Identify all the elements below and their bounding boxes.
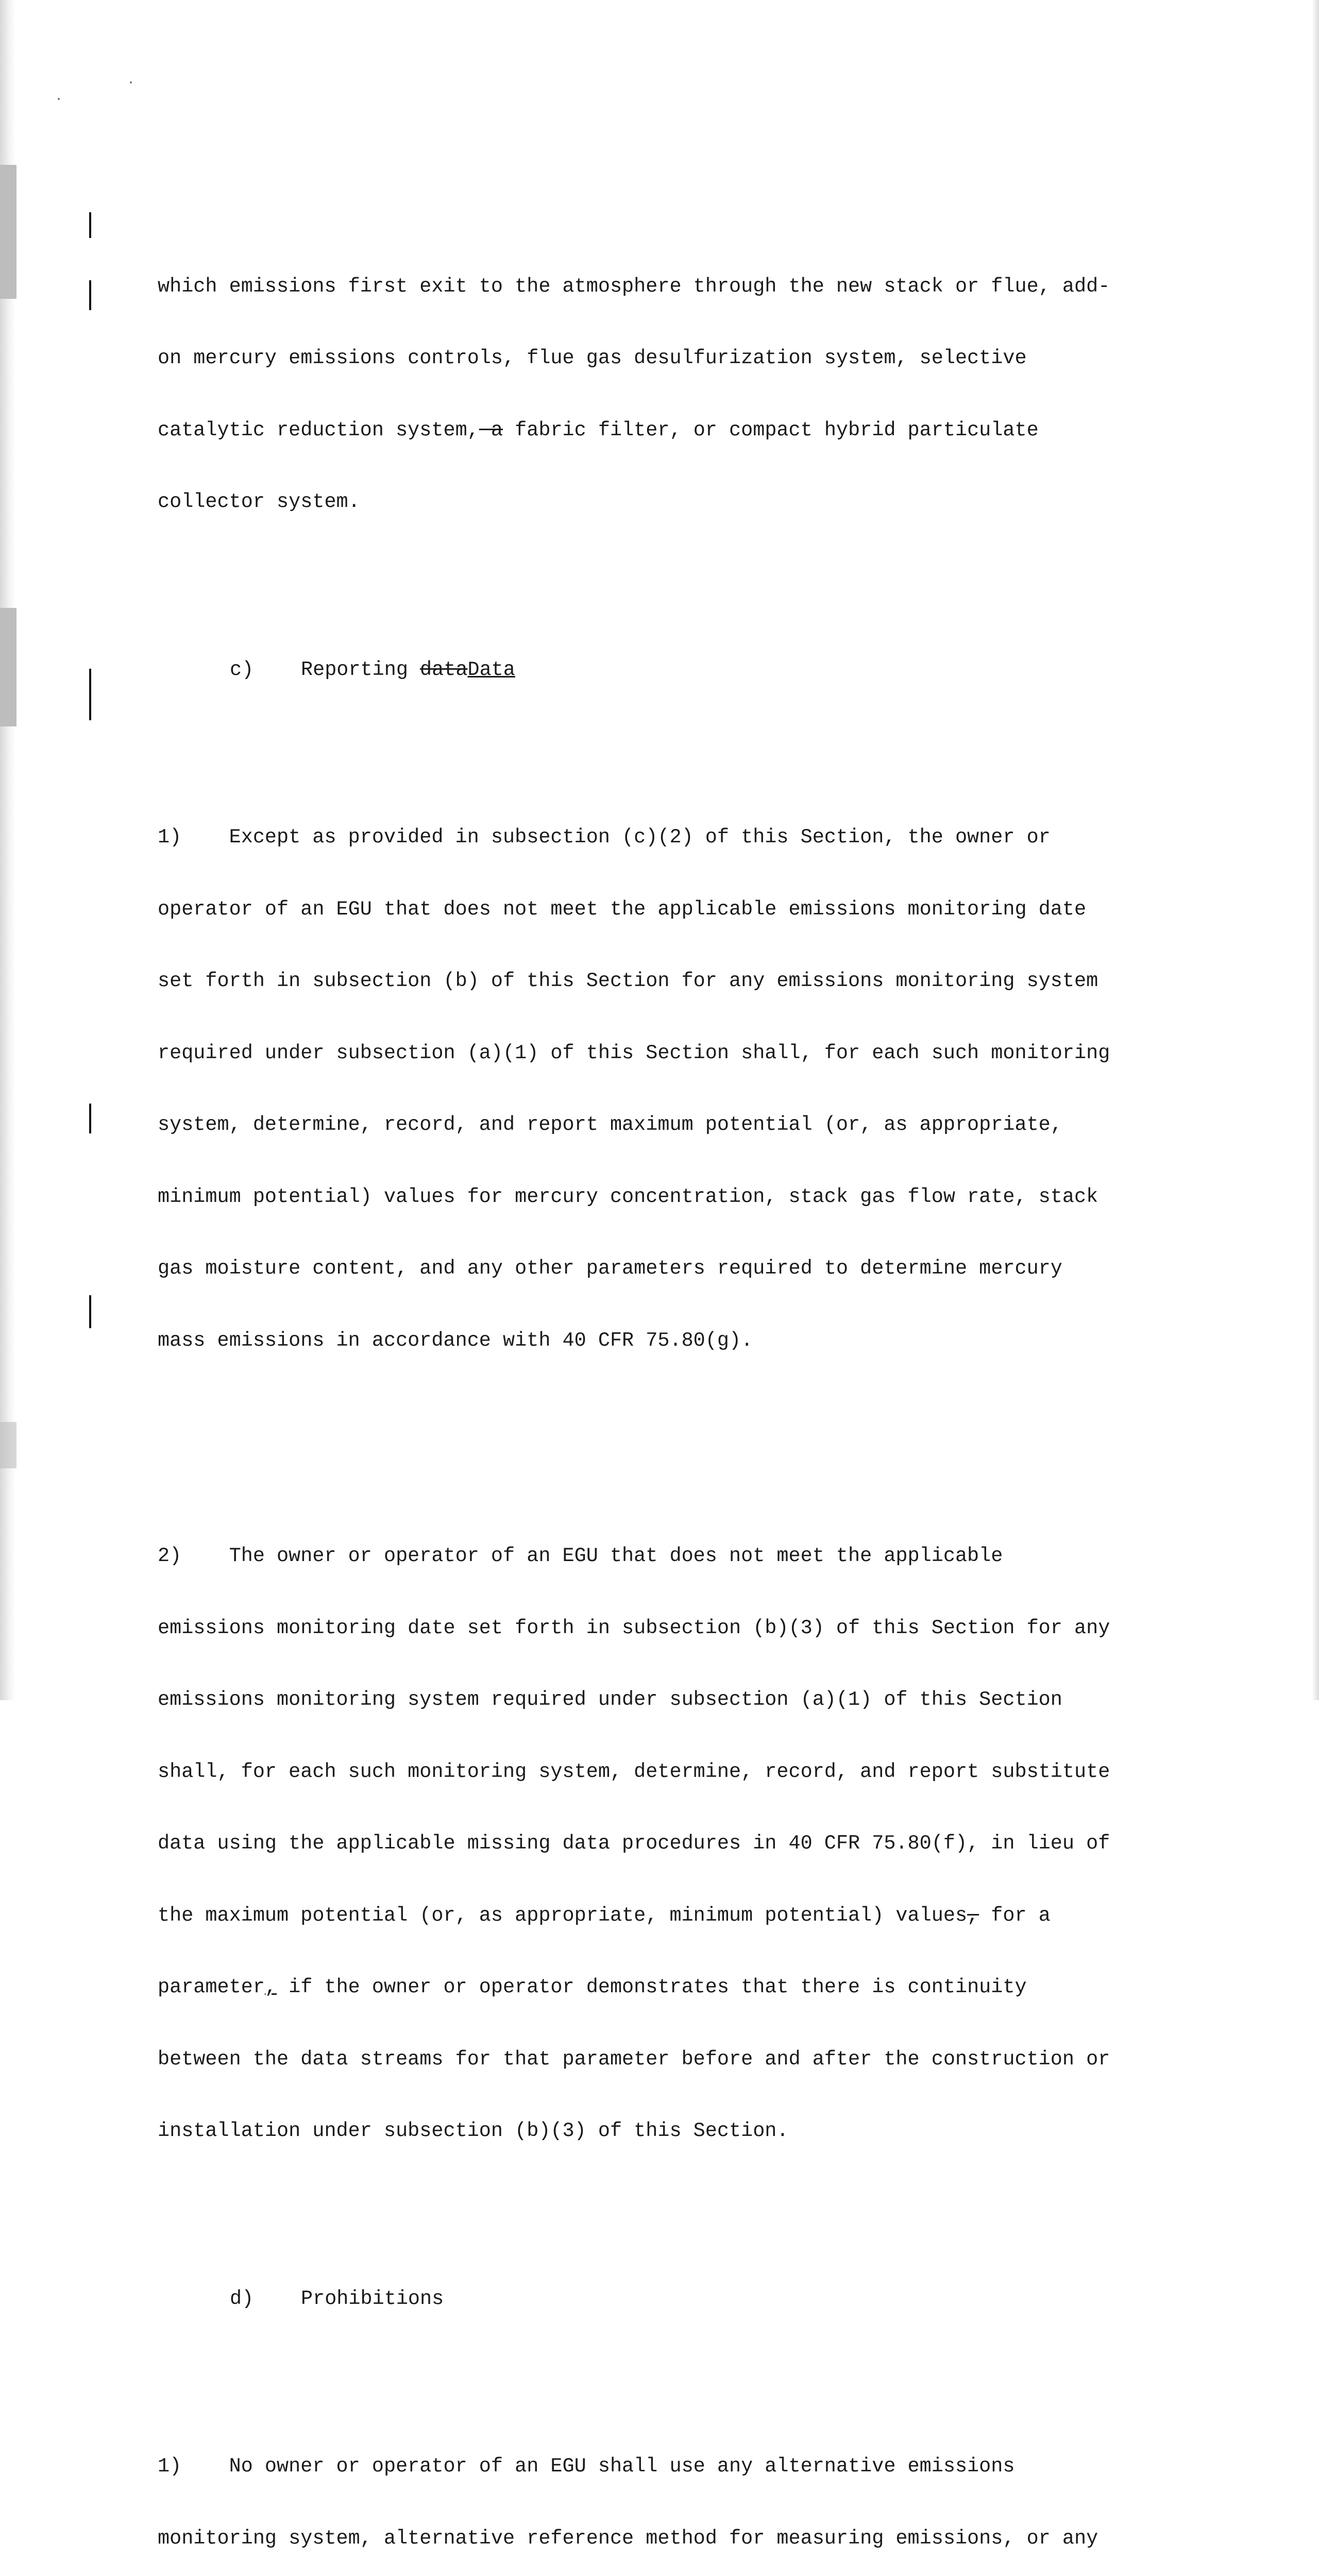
text-line: data using the applicable missing data procedures in 40 CFR 75.80(f), in lieu of [158, 1832, 1110, 1855]
text-line: monitoring system, alternative reference method for measuring emissions, or any [158, 2527, 1098, 2550]
text-line: emissions monitoring system required under subsection (a)(1) of this Section [158, 1688, 1062, 1711]
deleted-text: , [967, 1904, 979, 1927]
scan-speck [58, 98, 60, 100]
scan-artifact [0, 165, 16, 299]
scan-edge-right [1312, 0, 1319, 1700]
paragraph-d1 [158, 2406, 1193, 2576]
text-line: the maximum potential (or, as appropriate, minimum potential) values, for a [158, 1904, 1051, 1927]
text-line: mass emissions in accordance with 40 CFR 75.80(g). [158, 1329, 753, 1352]
text-line: system, determine, record, and report maximum potential (or, as appropriate, [158, 1113, 1062, 1136]
section-d-heading [158, 2287, 1193, 2311]
text-line: installation under subsection (b)(3) of this Section. [158, 2120, 789, 2142]
text-line: collector system. [158, 490, 360, 513]
intro-paragraph [158, 227, 1193, 562]
text-line: between the data streams for that parameter before and after the construction or [158, 2047, 1110, 2071]
section-label: d) [230, 2287, 254, 2310]
revision-change-bar [89, 669, 91, 720]
revision-change-bar [89, 1104, 91, 1133]
text-line: catalytic reduction system, a fabric filter, or compact hybrid particulate [158, 418, 1039, 442]
revision-change-bar [89, 1295, 91, 1328]
text-line: 1) Except as provided in subsection (c)(2) of this Section, the owner or [158, 826, 1051, 849]
inserted-text: Data [467, 658, 515, 681]
revision-change-bar [89, 212, 91, 238]
section-label: c) [230, 658, 254, 681]
text-line: parameter, if the owner or operator demonstrates that there is continuity [158, 1976, 1027, 1998]
text-line: 2) The owner or operator of an EGU that does not meet the applicable [158, 1545, 1003, 1567]
document-body [158, 155, 1193, 2576]
paragraph-c1 [158, 777, 1193, 1400]
text-line: on mercury emissions controls, flue gas desulfurization system, selective [158, 347, 1027, 369]
text-line: minimum potential) values for mercury concentration, stack gas flow rate, stack [158, 1185, 1098, 1208]
revision-change-bar [89, 280, 91, 310]
scan-artifact [0, 1422, 16, 1468]
text-line: emissions monitoring date set forth in subsection (b)(3) of this Section for any [158, 1616, 1110, 1639]
deleted-text: a [479, 418, 503, 442]
text-line: which emissions first exit to the atmosphere through the new stack or flue, add- [158, 275, 1110, 298]
text-line: set forth in subsection (b) of this Section for any emissions monitoring system [158, 970, 1098, 992]
section-title: Prohibitions [301, 2287, 444, 2310]
scan-artifact [0, 608, 16, 726]
scan-speck [130, 81, 132, 83]
text-line: required under subsection (a)(1) of this Section shall, for each such monitoring [158, 1041, 1110, 1064]
inserted-text: , [264, 1976, 277, 1998]
text-line: 1) No owner or operator of an EGU shall use any alternative emissions [158, 2455, 1015, 2478]
text-line: operator of an EGU that does not meet the applicable emissions monitoring date [158, 897, 1087, 921]
deleted-text: data [420, 658, 468, 681]
paragraph-c2 [158, 1496, 1193, 2191]
text-line: gas moisture content, and any other parameters required to determine mercury [158, 1257, 1062, 1280]
section-c-heading: c) Reporting dataData [230, 658, 515, 681]
text-line: shall, for each such monitoring system, determine, record, and report substitute [158, 1760, 1110, 1783]
